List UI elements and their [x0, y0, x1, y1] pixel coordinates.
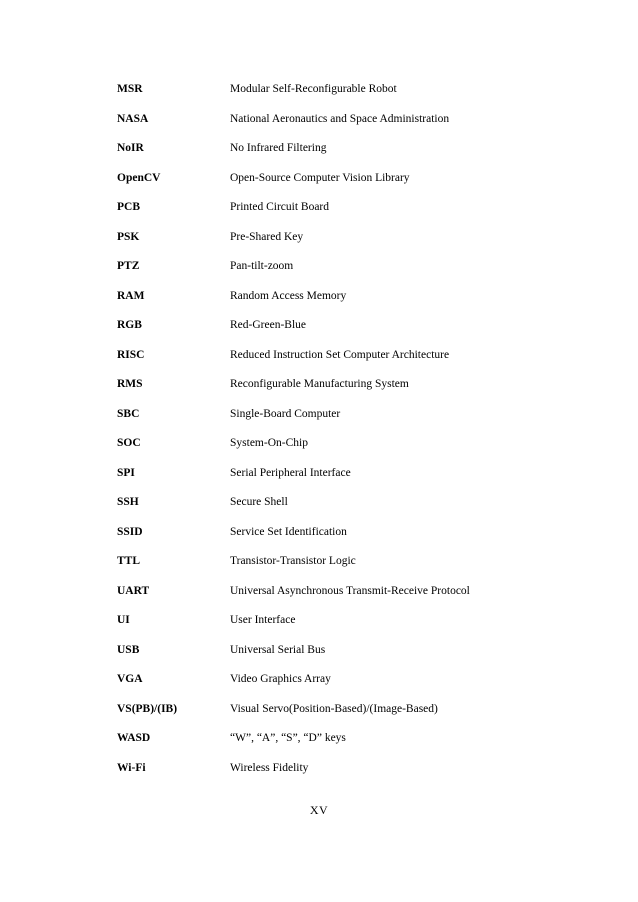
abbreviation-row	[117, 288, 537, 318]
abbreviation-definition: Wireless Fidelity	[230, 761, 309, 774]
abbreviation-term: SPI	[117, 466, 135, 479]
abbreviation-definition: Serial Peripheral Interface	[230, 466, 351, 479]
abbreviation-term: RAM	[117, 289, 145, 302]
abbreviation-term: RMS	[117, 378, 143, 390]
abbreviation-term: UI	[117, 614, 130, 626]
abbreviation-definition: User Interface	[230, 614, 296, 626]
abbreviation-row	[117, 376, 537, 406]
abbreviation-term: USB	[117, 643, 140, 656]
abbreviation-definition: Red-Green-Blue	[230, 319, 306, 331]
abbreviation-definition: Single-Board Computer	[230, 407, 341, 420]
abbreviation-row	[117, 760, 537, 790]
abbreviation-definition: Secure Shell	[230, 496, 288, 508]
abbreviation-term: OpenCV	[117, 171, 161, 184]
page-number: XV	[309, 803, 329, 817]
abbreviation-term: SSID	[117, 525, 143, 538]
abbreviation-definition: Random Access Memory	[230, 289, 347, 302]
abbreviation-term: NoIR	[117, 142, 144, 154]
abbreviation-term: RISC	[117, 348, 145, 361]
abbreviation-term: MSR	[117, 83, 143, 95]
abbreviation-term: NASA	[117, 112, 149, 125]
abbreviation-definition: Visual Servo(Position-Based)/(Image-Based)	[230, 702, 438, 715]
abbreviation-row	[117, 642, 537, 672]
abbreviation-term: TTL	[117, 555, 141, 567]
abbreviation-definition: “W”, “A”, “S”, “D” keys	[230, 732, 346, 744]
abbreviation-definition: Reconfigurable Manufacturing System	[230, 378, 409, 390]
abbreviation-definition: Pan-tilt-zoom	[230, 260, 294, 272]
abbreviation-definition: Reduced Instruction Set Computer Architecture	[230, 348, 450, 361]
abbreviation-definition: Universal Serial Bus	[230, 643, 326, 656]
abbreviation-row	[117, 170, 537, 200]
abbreviation-row	[117, 258, 537, 288]
abbreviation-row	[117, 701, 537, 731]
abbreviation-definition: No Infrared Filtering	[230, 142, 327, 154]
abbreviation-term: UART	[117, 584, 150, 597]
abbreviation-definition: Modular Self-Reconfigurable Robot	[230, 83, 397, 95]
abbreviation-term: VGA	[117, 673, 143, 685]
abbreviation-definition: System-On-Chip	[230, 437, 308, 449]
abbreviation-term: PCB	[117, 201, 140, 213]
abbreviation-list	[117, 81, 537, 789]
abbreviation-definition: Service Set Identification	[230, 525, 347, 538]
abbreviation-row	[117, 199, 537, 229]
abbreviation-term: Wi-Fi	[117, 761, 146, 774]
abbreviation-row	[117, 111, 537, 141]
abbreviation-row	[117, 730, 537, 760]
abbreviation-row	[117, 317, 537, 347]
abbreviation-row	[117, 583, 537, 613]
abbreviation-term: SBC	[117, 407, 140, 420]
abbreviation-row	[117, 671, 537, 701]
abbreviation-definition: Universal Asynchronous Transmit-Receive Protocol	[230, 584, 470, 597]
abbreviation-term: RGB	[117, 319, 142, 331]
abbreviation-definition: Open-Source Computer Vision Library	[230, 171, 410, 184]
abbreviation-row	[117, 612, 537, 642]
abbreviation-term: PSK	[117, 230, 140, 243]
abbreviation-row	[117, 435, 537, 465]
abbreviation-term: VS(PB)/(IB)	[117, 702, 178, 715]
abbreviation-definition: Transistor-Transistor Logic	[230, 555, 356, 567]
abbreviation-term: WASD	[117, 732, 151, 744]
abbreviation-definition: National Aeronautics and Space Administration	[230, 112, 450, 125]
abbreviation-row	[117, 347, 537, 377]
abbreviation-row	[117, 524, 537, 554]
abbreviation-row	[117, 494, 537, 524]
abbreviation-row	[117, 553, 537, 583]
abbreviation-term: SOC	[117, 437, 141, 449]
abbreviation-row	[117, 406, 537, 436]
abbreviation-row	[117, 465, 537, 495]
abbreviation-definition: Video Graphics Array	[230, 673, 331, 685]
abbreviation-definition: Pre-Shared Key	[230, 230, 304, 243]
abbreviation-row	[117, 81, 537, 111]
abbreviation-row	[117, 140, 537, 170]
abbreviation-term: SSH	[117, 496, 139, 508]
abbreviation-row	[117, 229, 537, 259]
abbreviation-definition: Printed Circuit Board	[230, 201, 330, 213]
abbreviation-term: PTZ	[117, 260, 140, 272]
